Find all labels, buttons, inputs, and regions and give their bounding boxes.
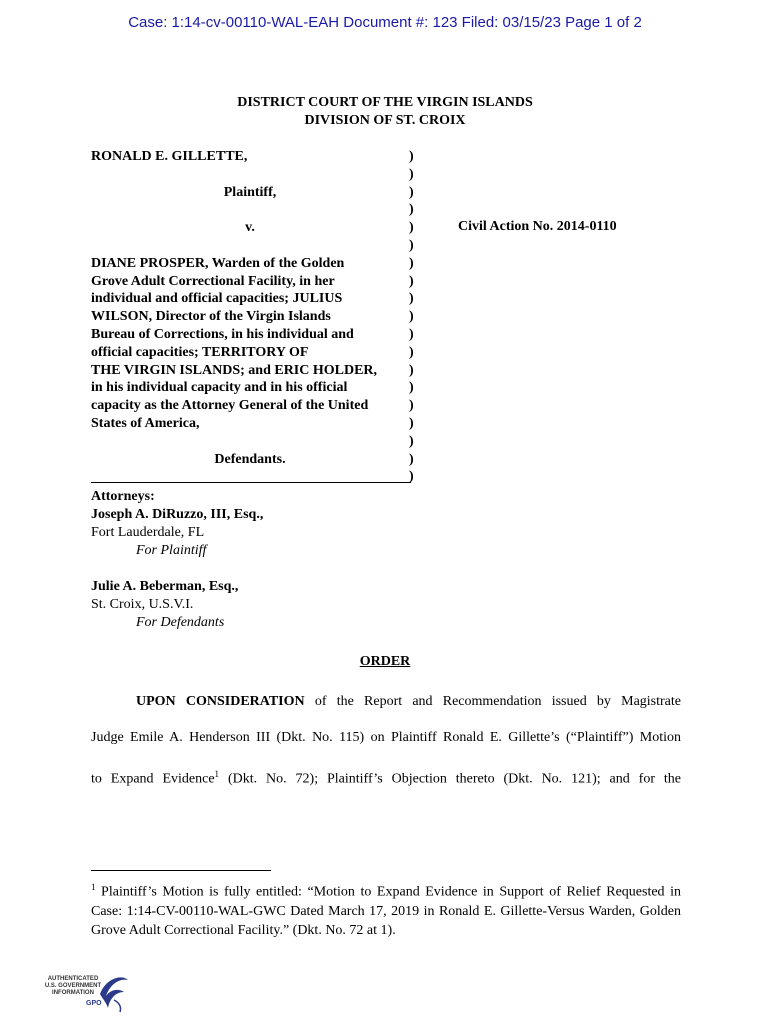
paren: ) [409,237,414,253]
order-title: ORDER [359,654,411,669]
paren: ) [409,362,414,378]
order-line3a: to Expand Evidence [91,771,215,787]
versus-label: v. [245,220,255,236]
order-line1: of the Report and Recommendation issued by Magistrate [304,694,681,709]
footnote-ref: 1 [214,769,220,779]
logo-line: U.S. GOVERNMENT [44,983,102,989]
paren: ) [409,184,414,200]
logo-line: AUTHENTICATED [47,976,99,982]
defendant-line: Bureau of Corrections, in his individual and [91,326,354,342]
caption-parentheses [409,148,414,486]
caption-rule [91,482,411,483]
paren: ) [409,309,414,325]
paren: ) [409,273,414,289]
paren: ) [409,220,414,236]
footnote-rule [91,870,271,871]
paren: ) [409,255,414,271]
defendant-line: official capacities; TERRITORY OF [91,344,309,360]
order-line3b: (Dkt. No. 72); Plaintiff’s Objection thereto (Dkt. No. 121); and for the [219,771,681,787]
plaintiff-role: Plaintiff, [223,184,277,200]
defendant-line: THE VIRGIN ISLANDS; and ERIC HOLDER, [91,362,378,378]
defendant-line: DIANE PROSPER, Warden of the Golden [91,255,345,271]
paren: ) [409,326,414,342]
defendant-line: Grove Adult Correctional Facility, in her [91,273,335,289]
defendant-attorney: Julie A. Beberman, Esq., [91,579,239,594]
footnote [91,878,681,940]
defendant-attorney-role: For Defendants [136,615,225,630]
gpo-label: GPO [86,1000,102,1007]
plaintiff-attorney-location: Fort Lauderdale, FL [91,525,205,540]
defendant-line: individual and official capacities; JULIUS [91,291,343,307]
paren: ) [409,469,414,485]
defendants-role: Defendants. [214,451,286,467]
civil-action-number: Civil Action No. 2014-0110 [458,219,617,234]
plaintiff-name: RONALD E. GILLETTE, [91,149,248,164]
attorneys-block [91,488,263,632]
paren: ) [409,415,414,431]
order-lead: UPON CONSIDERATION [136,694,305,709]
footnote-text: Plaintiff’s Motion is fully entitled: “Motion to Expand Evidence in Support of Relief Requested in Case: 1:14-CV-00110-WAL-GWC Dated March 17, 2019 in Ronald E. Gillette-Versus Warden, Golden Grove Adult Correctional Facility.” (Dkt. No. 72 at 1). [91,884,681,938]
defendant-line: capacity as the Attorney General of the United [91,398,369,414]
defendant-line: WILSON, Director of the Virgin Islands [91,309,331,325]
case-header-stamp: Case: 1:14-cv-00110-WAL-EAH Document #: 123 Filed: 03/15/23 Page 1 of 2 [128,14,642,31]
paren: ) [409,433,414,449]
footnote-marker: 1 [91,882,96,892]
court-title [0,94,770,130]
paren: ) [409,344,414,360]
attorneys-heading: Attorneys: [91,489,155,504]
defendant-line: States of America, [91,415,200,431]
caption-parties [91,148,409,468]
court-division: DIVISION OF ST. CROIX [304,113,466,128]
paren: ) [409,380,414,396]
eagle-icon [96,972,132,1016]
paren: ) [409,149,414,164]
defendant-line: in his individual capacity and in his official [91,380,348,396]
paren: ) [409,451,414,467]
plaintiff-attorney: Joseph A. DiRuzzo, III, Esq., [91,507,264,522]
paren: ) [409,291,414,307]
gpo-authentication-logo [44,972,128,1016]
paren: ) [409,202,414,218]
defendant-attorney-location: St. Croix, U.S.V.I. [91,597,194,612]
court-name: DISTRICT COURT OF THE VIRGIN ISLANDS [237,95,533,110]
logo-line: INFORMATION [52,990,94,996]
paren: ) [409,398,414,414]
paren: ) [409,166,414,182]
plaintiff-attorney-role: For Plaintiff [136,543,207,558]
order-body [91,684,681,798]
order-line2: Judge Emile A. Henderson III (Dkt. No. 115) on Plaintiff Ronald E. Gillette’s (“Plaintiff”) Motion [91,730,681,745]
